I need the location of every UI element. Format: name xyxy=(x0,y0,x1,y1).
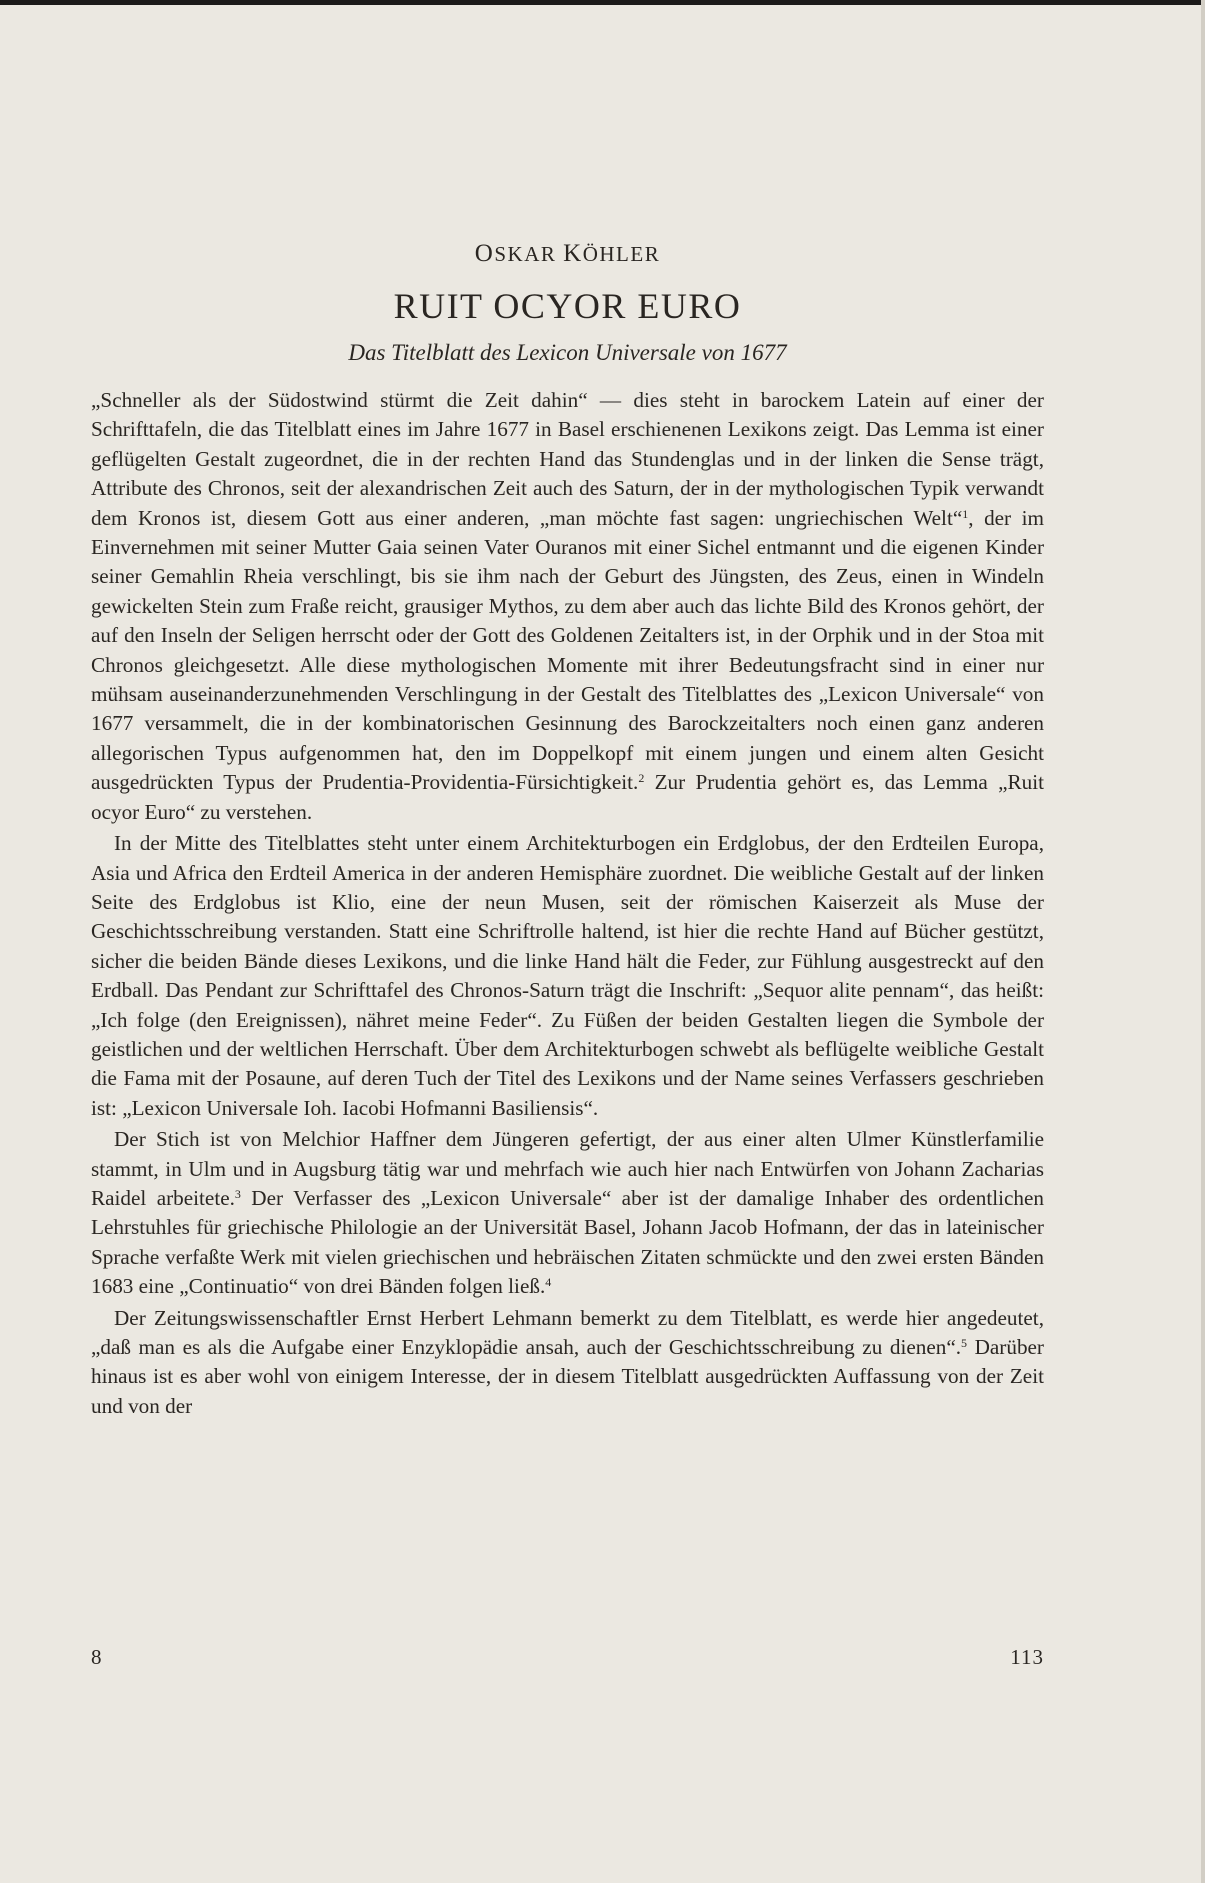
paragraph-1 xyxy=(91,386,1044,827)
page-number: 113 xyxy=(1010,1645,1044,1669)
paragraph-3-text-a: Der Stich ist von Melchior Haffner dem Jüngeren gefertigt, der aus einer alten Ulmer Künstlerfamilie stammt, in Ulm und in Augsburg tätig war und mehrfach wie auch hier nach Entwürfen von Johann Zacharias Raidel arbeitete. xyxy=(91,1127,1044,1210)
scan-edge-top xyxy=(0,0,1205,5)
footnote-ref-1: 1 xyxy=(962,506,969,521)
paragraph-3-text-b: Der Verfasser des „Lexicon Universale“ aber ist der damalige Inhaber des ordentlichen Lehrstuhles für griechische Philologie an der Universität Basel, Johann Jacob Hofmann, der das in lateinischer Sprache verfaßte Werk mit vielen griechischen und hebräischen Zitaten schmückte und den zwei ersten Bänden 1683 eine „Continuatio“ von drei Bänden folgen ließ. xyxy=(91,1185,1045,1299)
paragraph-1-text-b: , der im Einvernehmen mit seiner Mutter Gaia seinen Vater Ouranos mit einer Sichel entmannt und die eigenen Kinder seiner Gemahlin Rheia verschlingt, bis sie ihm nach der Geburt des Jüngsten, des Zeus, einen in Windeln gewickelten Stein zum Fraße reicht, grausiger Mythos, zu dem aber auch das lichte Bild des Kronos gehört, der auf den Inseln der Seligen herrscht oder der Gott des Goldenen Zeitalters ist, in der Orphik und in der Stoa mit Chronos gleichgesetzt. Alle diese mythologischen Momente mit ihrer Bedeutungsfracht sind in einer nur mühsam auseinanderzunehmenden Verschlingung in der Gestalt des Titelblattes des „Lexicon Universale“ von 1677 versammelt, die in der kombinatorischen Gesinnung des Barockzeitalters noch einen ganz anderen allegorischen Typus aufgenommen hat, den im Doppelkopf mit einem jungen und einem alten Gesicht ausgedrückten Typus der Prudentia-Providentia-Fürsichtigkeit. xyxy=(91,505,1045,795)
paragraph-1-text-a: „Schneller als der Südostwind stürmt die Zeit dahin“ — dies steht in barockem Latein auf einer der Schrifttafeln, die das Titelblatt eines im Jahre 1677 in Basel erschienenen Lexikons zeigt. Das Lemma ist einer geflügelten Gestalt zugeordnet, die in der rechten Hand das Stundenglas und in der linken die Sense trägt, Attribute des Chronos, seit der alexandrischen Zeit auch des Saturn, der in der mythologischen Typik verwandt dem Kronos ist, diesem Gott aus einer anderen, „man möchte fast sagen: ungriechischen Welt“ xyxy=(91,388,1044,530)
footnote-ref-3: 3 xyxy=(234,1186,241,1201)
paragraph-2 xyxy=(91,829,1044,1123)
author-last-name-rest: ÖHLER xyxy=(582,242,661,266)
article-title: RUIT OCYOR EURO xyxy=(393,286,742,326)
paragraph-2-text: In der Mitte des Titelblattes steht unter einem Architekturbogen ein Erdglobus, der den Erdteilen Europa, Asia und Africa den Erdteil America in der anderen Hemisphäre zuordnet. Die weibliche Gestalt auf der linken Seite des Erdglobus ist Klio, eine der neun Musen, seit der römischen Kaiserzeit als Muse der Geschichtsschreibung verstanden. Statt eine Schriftrolle haltend, ist hier die rechte Hand auf Bücher gestützt, sicher die beiden Bände dieses Lexikons, und die linke Hand hält die Feder, zur Fühlung ausgestreckt auf den Erdball. Das Pendant zur Schrifttafel des Chronos-Saturn trägt die Inschrift: „Sequor alite pennam“, das heißt: „Ich folge (den Ereignissen), nähret meine Feder“. Zu Füßen der beiden Gestalten liegen die Symbole der geistlichen und der weltlichen Herrschaft. Über dem Architekturbogen schwebt als beflügelte weibliche Gestalt die Fama mit der Posaune, auf deren Tuch der Titel des Lexikons und der Name seines Verfassers geschrieben ist: „Lexicon Universale Ioh. Iacobi Hofmanni Basiliensis“. xyxy=(91,831,1044,1120)
scan-edge-right xyxy=(1201,0,1205,1883)
paragraph-4 xyxy=(91,1304,1044,1422)
paragraph-4-text-a: Der Zeitungswissenschaftler Ernst Herbert Lehmann bemerkt zu dem Titelblatt, es werde hier angedeutet, „daß man es als die Aufgabe einer Enzyklopädie ansah, auch der Geschichtsschreibung zu dienen“. xyxy=(91,1305,1044,1359)
footnote-ref-5: 5 xyxy=(961,1336,968,1350)
author-name xyxy=(91,232,1044,276)
article-subtitle: Das Titelblatt des Lexicon Universale von 1677 xyxy=(348,340,787,365)
paragraph-1-text-c: Zur Prudentia gehört es, das Lemma „Ruit ocyor Euro“ zu verstehen. xyxy=(91,770,1044,824)
signature-mark: 8 xyxy=(91,1645,102,1669)
author-initial-last: K xyxy=(563,240,583,267)
paragraph-4-text-b: Darüber hinaus ist es aber wohl von einigem Interesse, der in diesem Titelblatt ausgedrückten Auffassung von der Zeit und von der xyxy=(91,1335,1044,1418)
paragraph-3 xyxy=(91,1125,1044,1301)
footnote-ref-4: 4 xyxy=(545,1275,552,1290)
page-body xyxy=(91,232,1044,1752)
page-footer xyxy=(91,1645,1044,1675)
author-first-name-rest: SKAR xyxy=(494,242,557,266)
footnote-ref-2: 2 xyxy=(638,771,645,786)
author-initial-first: O xyxy=(474,240,495,267)
